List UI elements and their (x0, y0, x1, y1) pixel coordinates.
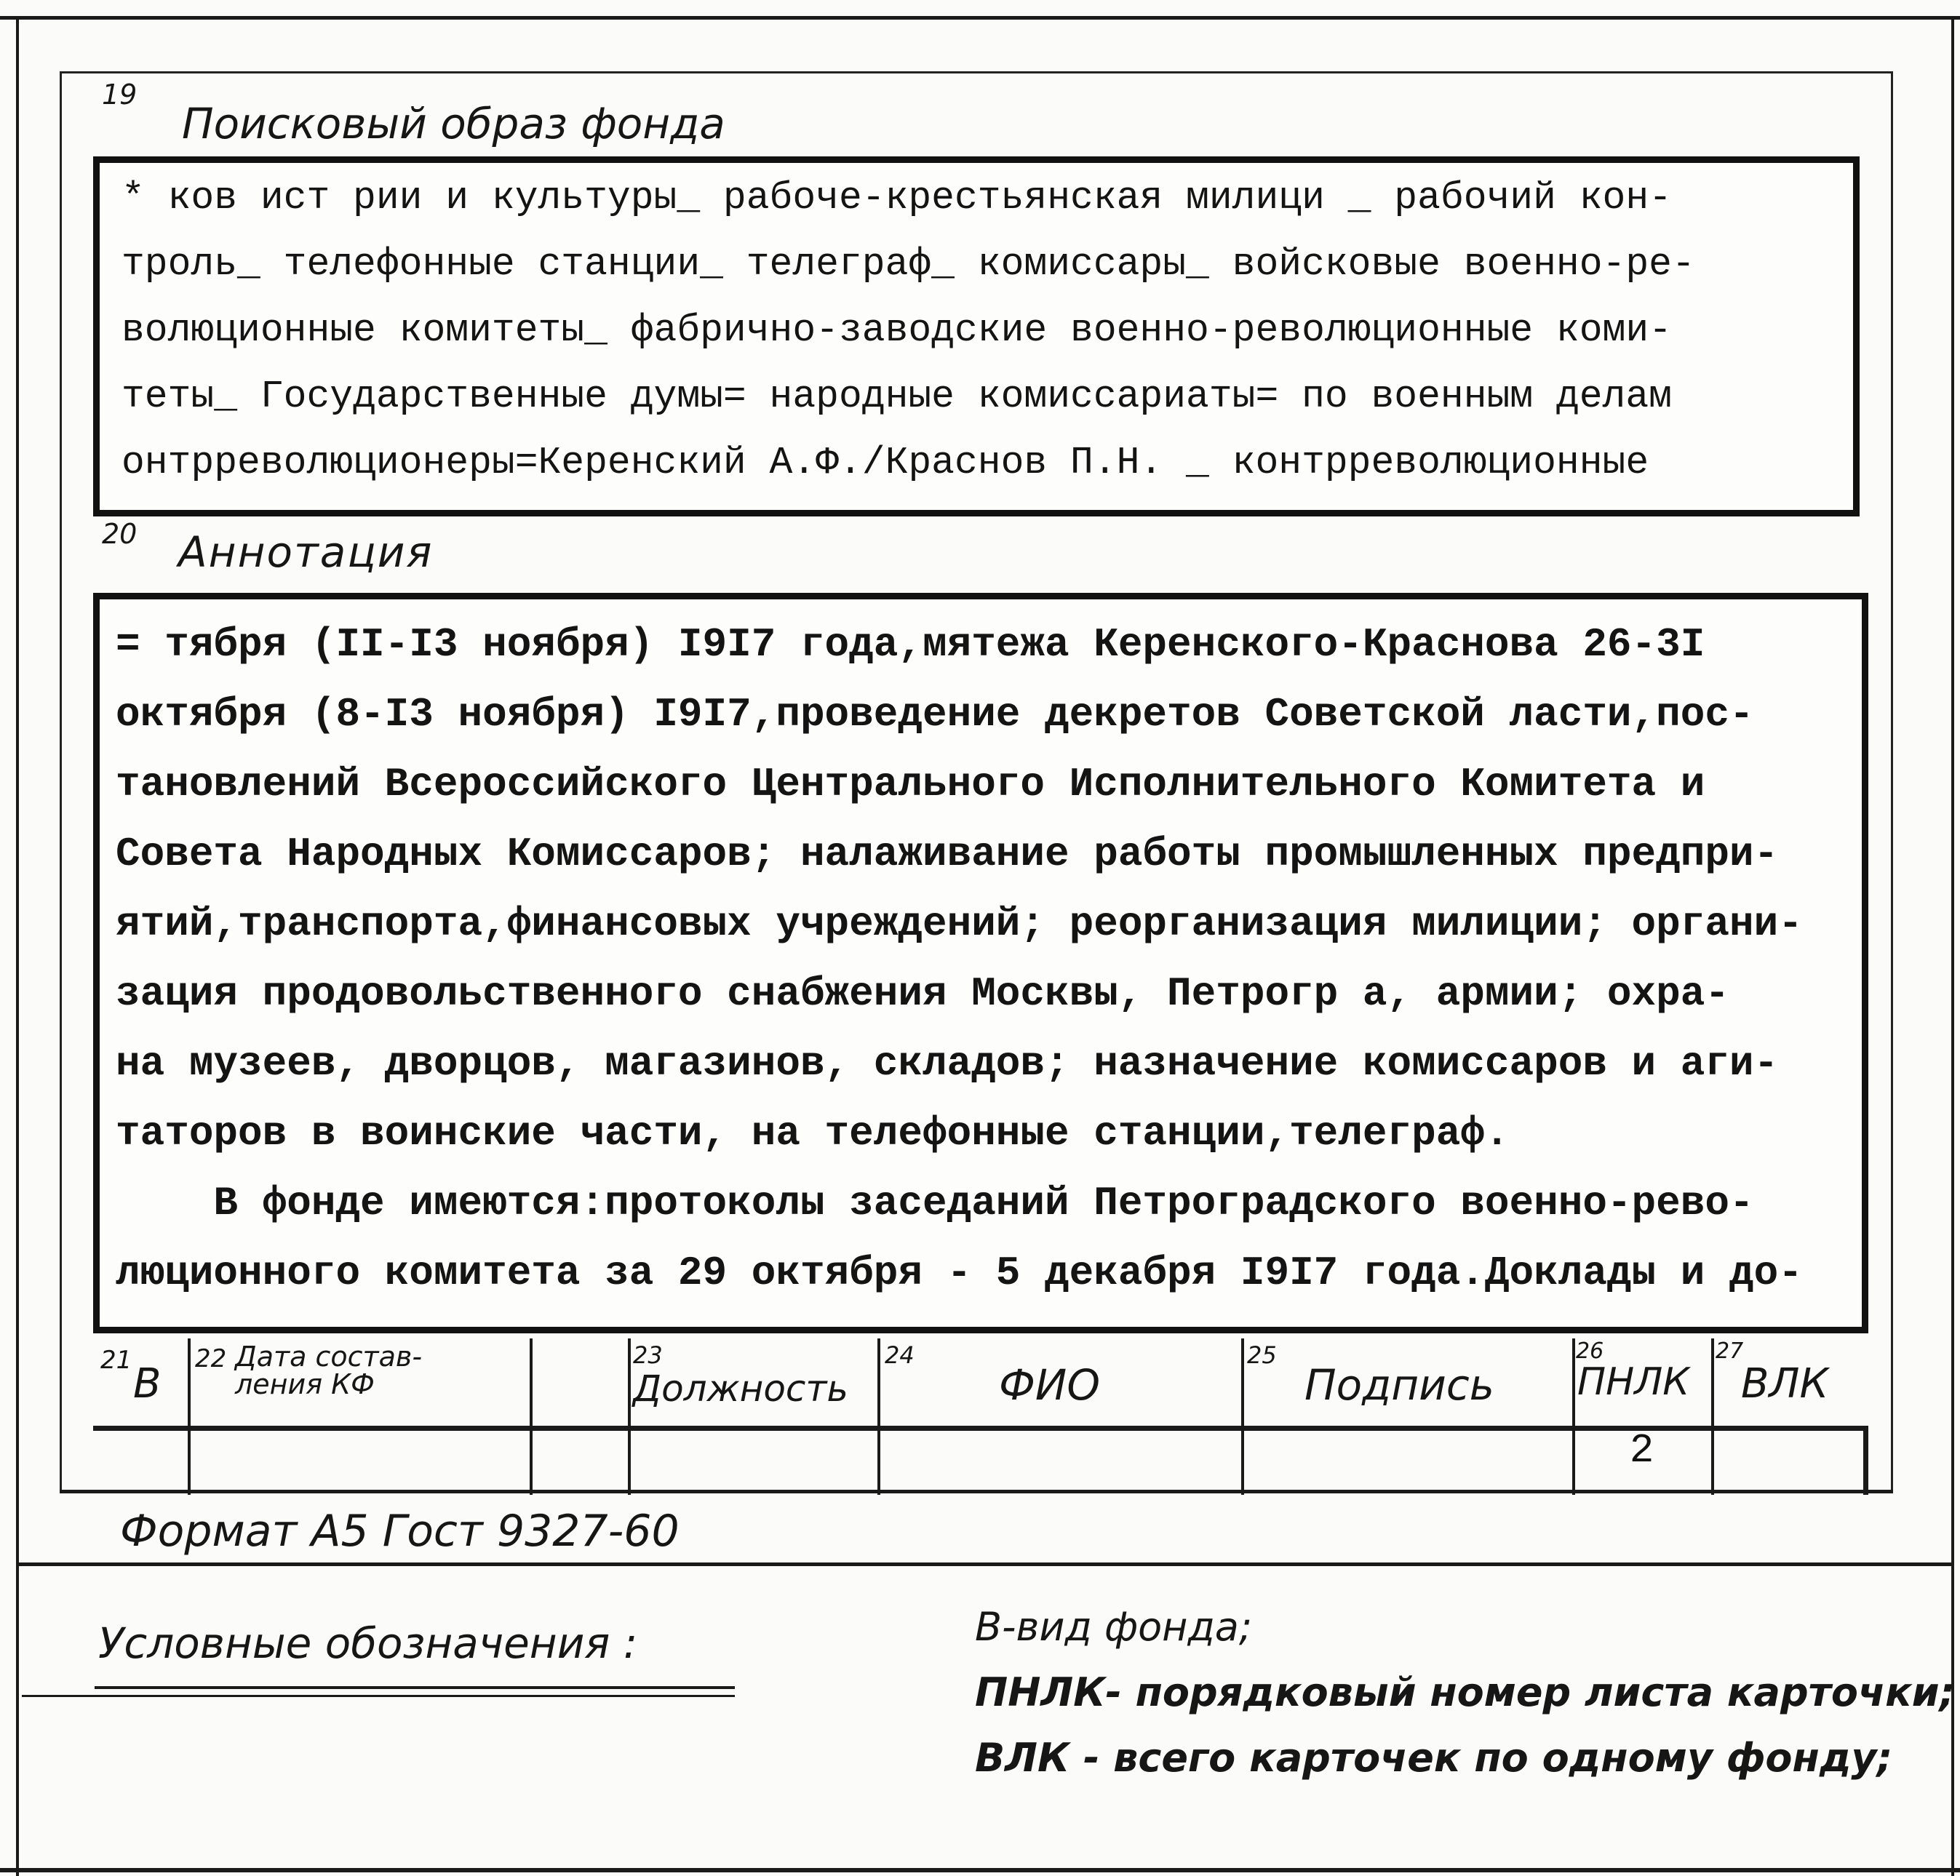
annotation-line: таторов в воинские части, на телефонные станции,телеграф. (116, 1110, 1510, 1157)
legend-separator (16, 1562, 1954, 1566)
annotation-line: люционного комитета за 29 октября - 5 декабря I9I7 года.Доклады и до- (116, 1250, 1803, 1296)
annotation-line: тановлений Всероссийского Центрального Исполнительного Комитета и (116, 761, 1705, 807)
annotation-box (93, 593, 1868, 1333)
right-edge-line (1951, 16, 1954, 1876)
legend-item: В-вид фонда; (975, 1604, 1253, 1650)
row-right-line (1863, 1426, 1868, 1495)
field-number-19: 19 (102, 79, 138, 111)
search-line: * ков ист рии и культуры_ рабоче-крестьянская милици _ рабочий кон- (121, 176, 1672, 220)
col-divider (1241, 1338, 1244, 1495)
left-edge-line (16, 16, 19, 1876)
header-fio: ФИО (999, 1360, 1100, 1410)
header-signature: Подпись (1304, 1360, 1494, 1410)
col-divider (530, 1338, 533, 1495)
field-number-27: 27 (1716, 1338, 1744, 1364)
field-number-21: 21 (100, 1346, 132, 1375)
signature-table (93, 1338, 1868, 1495)
search-line: троль_ телефонные станции_ телеграф_ комиссары_ войсковые военно-ре- (121, 242, 1695, 286)
header-vlk: ВЛК (1741, 1360, 1829, 1408)
bottom-edge-line (0, 1868, 1960, 1872)
header-position: Должность (633, 1368, 849, 1410)
search-line: онтрреволюционеры=Керенский А.Ф./Краснов П.Н. _ контрреволюционные (121, 441, 1649, 484)
annotation-line: = тября (II-I3 ноября) I9I7 года,мятежа Керенского-Краснова 26-3I (116, 621, 1705, 668)
search-image-box (93, 156, 1860, 516)
format-note: Формат А5 Гост 9327-60 (120, 1506, 680, 1557)
pnlk-value: 2 (1629, 1427, 1654, 1474)
legend-item: ПНЛК- порядковый номер листа карточки; (975, 1669, 1956, 1715)
col-divider (628, 1338, 631, 1495)
header-date: Дата состав- ления КФ (235, 1341, 423, 1400)
annotation-line: октября (8-I3 ноября) I9I7,проведение декретов Советской ласти,пос- (116, 691, 1754, 738)
field-number-23: 23 (633, 1341, 663, 1369)
col-divider (1711, 1338, 1714, 1495)
field-number-22: 22 (195, 1344, 227, 1373)
annotation-line: ятий,транспорта,финансовых учреждений; реорганизация милиции; органи- (116, 901, 1803, 947)
col-divider (188, 1338, 191, 1495)
header-pnlk: ПНЛК (1577, 1360, 1690, 1404)
annotation-section-title: Аннотация (178, 527, 434, 577)
header-vid: В (133, 1360, 162, 1408)
field-number-25: 25 (1247, 1341, 1277, 1369)
legend-title-underline-2 (22, 1695, 735, 1697)
annotation-line: В фонде имеются:протоколы заседаний Петроградского военно-рево- (116, 1180, 1754, 1226)
field-number-24: 24 (885, 1341, 915, 1369)
annotation-line: зация продовольственного снабжения Москвы, Петрогр а, армии; охра- (116, 970, 1729, 1017)
field-number-26: 26 (1576, 1338, 1604, 1364)
search-line: теты_ Государственные думы= народные комиссариаты= по военным делам (121, 375, 1672, 418)
search-section-title: Поисковый образ фонда (182, 99, 725, 148)
legend-item: ВЛК - всего карточек по одному фонду; (975, 1735, 1893, 1781)
col-divider (877, 1338, 880, 1495)
top-edge-line (0, 16, 1960, 20)
legend-title: Условные обозначения : (98, 1618, 638, 1668)
card-bottom-line (60, 1490, 1893, 1493)
legend-title-underline (95, 1686, 735, 1689)
annotation-line: Совета Народных Комиссаров; налаживание работы промышленных предпри- (116, 831, 1779, 877)
annotation-line: на музеев, дворцов, магазинов, складов; назначение комиссаров и аги- (116, 1040, 1779, 1087)
field-number-20: 20 (102, 518, 138, 550)
search-line: волюционные комитеты_ фабрично-заводские военно-революционные коми- (121, 308, 1672, 352)
